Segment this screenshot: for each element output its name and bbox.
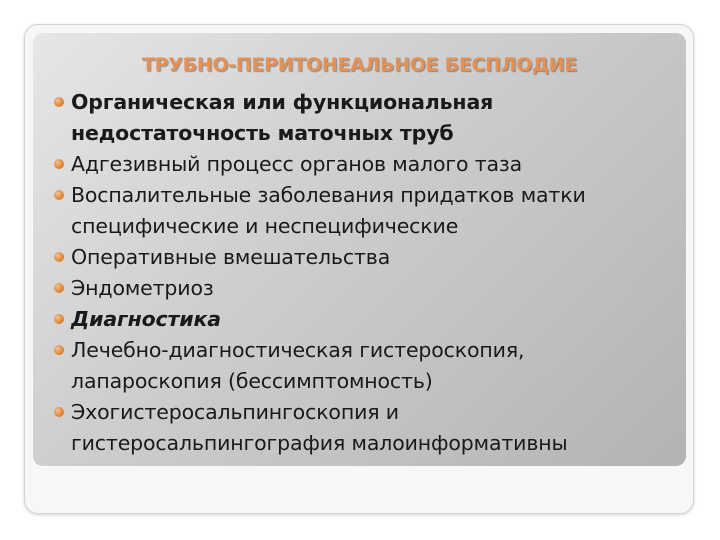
bullet-text: Лечебно-диагностическая гистероскопия, лапароскопия (бессимптомность)	[71, 338, 525, 393]
bullet-dot-icon	[54, 314, 64, 324]
bullet-item	[33, 397, 686, 459]
bullet-dot-icon	[54, 345, 64, 355]
bullet-dot-icon	[54, 190, 64, 200]
bullet-dot-icon	[54, 407, 64, 417]
bullet-item	[33, 87, 686, 149]
bullet-item	[33, 149, 686, 180]
bullet-text: Оперативные вмешательства	[71, 245, 391, 269]
bullet-text: Диагностика	[71, 307, 221, 331]
bullet-dot-icon	[54, 97, 64, 107]
bullet-dot-icon	[54, 159, 64, 169]
bullet-text: Воспалительные заболевания придатков матки специфические и неспецифические	[71, 183, 586, 238]
bullet-text: Эхогистеросальпингоскопия и гистеросальпингография малоинформативны	[71, 400, 568, 455]
bullet-item	[33, 242, 686, 273]
bullet-text: Органическая или функциональная недостаточность маточных труб	[71, 90, 494, 145]
content-panel	[33, 33, 686, 466]
bullet-item	[33, 273, 686, 304]
bullet-dot-icon	[54, 252, 64, 262]
bullet-dot-icon	[54, 283, 64, 293]
bullet-list	[33, 87, 686, 459]
bullet-text: Адгезивный процесс органов малого таза	[71, 152, 523, 176]
bullet-item	[33, 335, 686, 397]
bullet-item	[33, 180, 686, 242]
bullet-item	[33, 304, 686, 335]
slide-title: ТРУБНО-ПЕРИТОНЕАЛЬНОЕ БЕСПЛОДИЕ	[141, 54, 577, 76]
bullet-text: Эндометриоз	[71, 276, 214, 300]
